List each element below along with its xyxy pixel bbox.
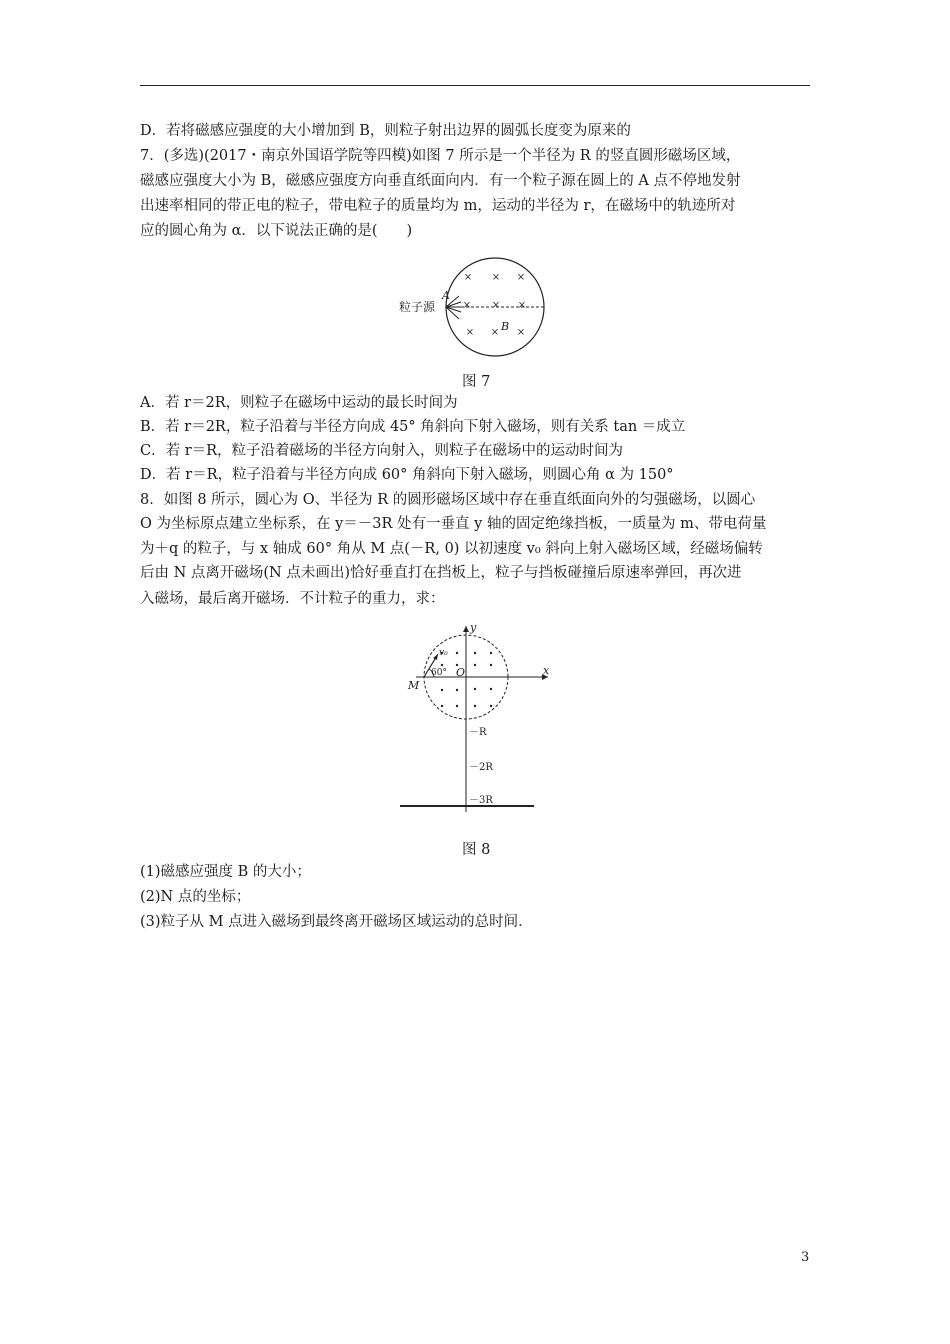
velocity-arrowhead	[433, 654, 438, 660]
point-b-label: B	[501, 320, 510, 333]
velocity-label: v₀	[439, 648, 448, 658]
source-label: 粒子源	[399, 300, 436, 314]
cross-mark: ×	[516, 327, 526, 338]
y-axis-label: y	[470, 621, 477, 634]
text-line: O 为坐标原点建立坐标系，在 y＝－3R 处有一垂直 y 轴的固定绝缘挡板，一质量为 m、带电荷量	[140, 516, 767, 532]
cross-mark: ×	[465, 327, 475, 338]
point-m-label: M	[408, 679, 420, 692]
point-a-label: A	[442, 289, 450, 302]
text-line: (3)粒子从 M 点进入磁场到最终离开磁场区域运动的总时间．	[140, 914, 533, 930]
text-line: (1)磁感应强度 B 的大小；	[140, 864, 311, 880]
text-line: 入磁场，最后离开磁场．不计粒子的重力，求：	[140, 591, 445, 607]
figure-8-caption: 图 8	[462, 842, 491, 858]
tick-label: －3R	[469, 795, 493, 806]
cross-mark: ×	[462, 300, 472, 311]
text-line: 磁感应强度大小为 B，磁感应强度方向垂直纸面向内．有一个粒子源在圆上的 A 点不停地发射	[140, 173, 741, 189]
tick-label: －R	[469, 727, 487, 738]
figure-8	[398, 618, 558, 816]
x-axis-label: x	[543, 664, 550, 677]
field-crosses	[463, 272, 526, 338]
y-axis-arrow	[463, 626, 469, 632]
text-line: 8．如图 8 所示，圆心为 O、半径为 R 的圆形磁场区域中存在垂直纸面向外的匀强磁场，以圆心	[140, 492, 756, 508]
text-line: 应的圆心角为 α．以下说法正确的是( )	[140, 223, 413, 239]
text-line: C．若 r＝R，粒子沿着磁场的半径方向射入，则粒子在磁场中的运动时间为	[140, 443, 624, 459]
angle-label: 60°	[431, 668, 447, 678]
cross-mark: ×	[491, 272, 501, 283]
cross-mark: ×	[491, 300, 501, 311]
text-line: 后由 N 点离开磁场(N 点未画出)恰好垂直打在挡板上，粒子与挡板碰撞后原速率弹回，再次进	[140, 565, 742, 581]
cross-mark: ×	[490, 327, 500, 338]
cross-mark: ×	[463, 272, 473, 283]
text-line: (2)N 点的坐标；	[140, 889, 251, 905]
tick-label: －2R	[469, 762, 493, 773]
text-line: B．若 r＝2R，粒子沿着与半径方向成 45° 角斜向下射入磁场，则有关系 tan ＝成立	[140, 419, 686, 435]
text-line: 出速率相同的带正电的粒子，带电粒子的质量均为 m，运动的半径为 r，在磁场中的轨迹所对	[140, 198, 736, 214]
cross-mark: ×	[516, 272, 526, 283]
figure-7-caption: 图 7	[462, 374, 491, 390]
text-line: A．若 r＝2R，则粒子在磁场中运动的最长时间为	[140, 395, 458, 411]
header-rule	[140, 85, 810, 86]
text-line: 7．(多选)(2017・南京外国语学院等四模)如图 7 所示是一个半径为 R 的竖直圆形磁场区域，	[140, 148, 741, 164]
text-line: D．若 r＝R，粒子沿着与半径方向成 60° 角斜向下射入磁场，则圆心角 α 为 150°	[140, 467, 674, 483]
page-number: 3	[801, 1250, 810, 1265]
origin-label: O	[456, 666, 466, 679]
text-line: 为＋q 的粒子，与 x 轴成 60° 角从 M 点(－R, 0) 以初速度 v₀ 斜向上射入磁场区域，经磁场偏转	[140, 541, 763, 557]
text-line: D．若将磁感应强度的大小增加到 B，则粒子射出边界的圆弧长度变为原来的	[140, 123, 631, 139]
cross-mark: ×	[517, 300, 527, 311]
figure-7	[395, 252, 555, 364]
